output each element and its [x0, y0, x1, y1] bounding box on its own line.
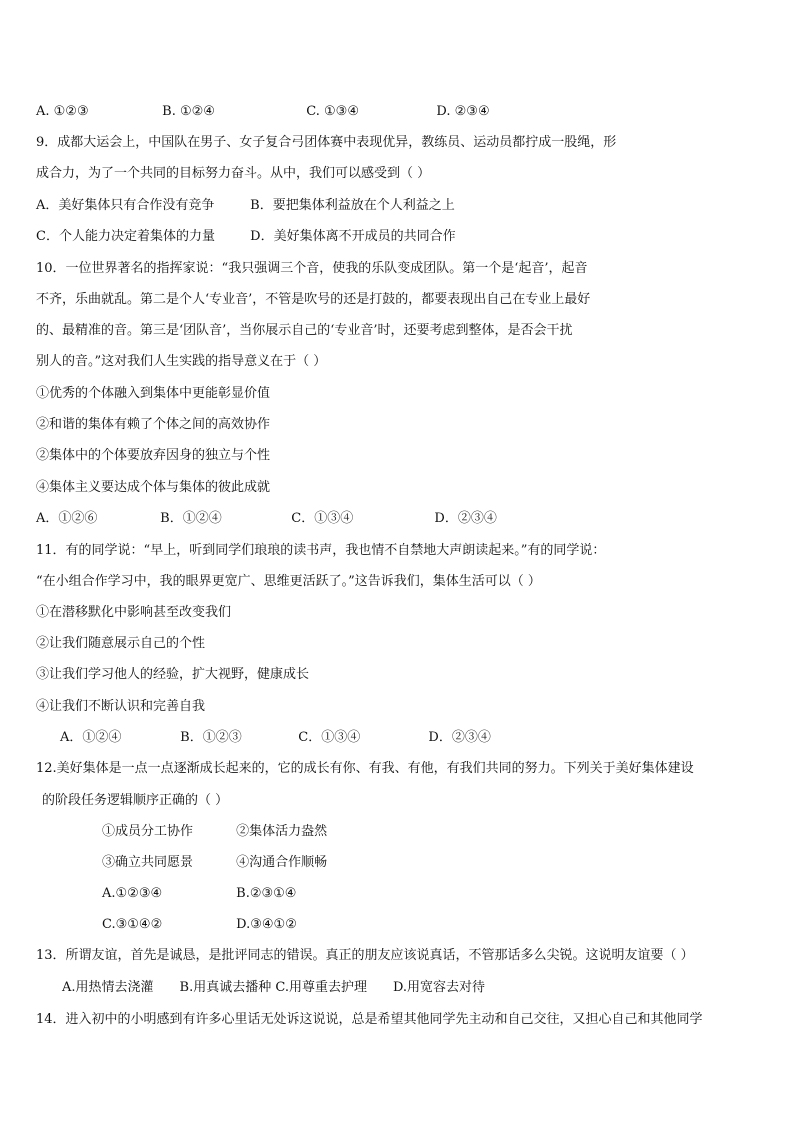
q8-option-b: B. ①②④ [162, 104, 215, 119]
q9-options-row1 [36, 197, 455, 215]
q12-statement-1: ①成员分工协作 [102, 824, 194, 839]
q11-stem-line1: 11．有的同学说：“早上，听到同学们琅琅的读书声，我也情不自禁地大声朗读起来。”有的同学说： [36, 543, 606, 558]
q11-stem-line2: “在小组合作学习中，我的眼界更宽广、思维更活跃了。”这告诉我们，集体生活可以（ ） [36, 574, 541, 589]
q8-option-d: D. ②③④ [436, 104, 490, 119]
q11-statement-4: ④让我们不断认识和完善自我 [36, 699, 206, 714]
q9-option-b: B．要把集体利益放在个人利益之上 [250, 198, 455, 213]
q11-option-a: A．①②④ [60, 730, 122, 745]
q10-option-b: B．①②④ [160, 511, 222, 526]
q11-statement-3: ③让我们学习他人的经验，扩大视野，健康成长 [36, 667, 310, 682]
q9-options-row2 [36, 228, 456, 246]
q13-options: A.用热情去浇灌 B.用真诚去播种 C.用尊重去护理 D.用宽容去对待 [62, 980, 486, 995]
q10-statement-1: ①优秀的个体融入到集体中更能彰显价值 [36, 386, 271, 401]
q12-statements-row1 [102, 823, 327, 841]
q10-option-d: D．②③④ [434, 511, 497, 526]
q12-option-a: A.①②③④ [102, 886, 163, 901]
q8-option-c: C. ①③④ [306, 104, 359, 119]
q9-stem-line2: 成合力，为了一个共同的目标努力奋斗。从中，我们可以感受到（ ） [36, 166, 431, 181]
q9-stem-line1: 9．成都大运会上，中国队在男子、女子复合弓团体赛中表现优异，教练员、运动员都拧成一股绳，形 [36, 135, 617, 150]
q10-stem-line3: 的、最精准的音。第三是‘团队音’，当你展示自己的‘专业音’时，还要考虑到整体，是否会干扰 [36, 323, 573, 338]
q10-statement-4: ④集体主义要达成个体与集体的彼此成就 [36, 480, 271, 495]
q10-option-c: C．①③④ [291, 511, 354, 526]
q12-statements-row2 [102, 854, 327, 872]
q12-statement-4: ④沟通合作顺畅 [236, 855, 328, 870]
q9-option-c: C．个人能力决定着集体的力量 [36, 229, 215, 244]
q9-option-d: D．美好集体离不开成员的共同合作 [250, 229, 456, 244]
q12-stem-line2: 的阶段任务逻辑顺序正确的（ ） [42, 793, 229, 808]
q11-option-d: D．②③④ [428, 730, 491, 745]
q10-option-a: A．①②⑥ [36, 511, 98, 526]
q8-option-a: A. ①②③ [36, 104, 89, 119]
q12-statement-2: ②集体活力盎然 [236, 824, 328, 839]
q14-stem-line1: 14．进入初中的小明感到有许多心里话无处诉这说说，总是希望其他同学先主动和自己交往，又担心自己和其他同学 [36, 1012, 703, 1027]
q11-option-b: B．①②③ [180, 730, 242, 745]
q11-option-c: C．①③④ [298, 730, 361, 745]
q12-stem-line1: 12.美好集体是一点一点逐渐成长起来的，它的成长有你、有我、有他，有我们共同的努力。下列关于美好集体建设 [36, 761, 694, 776]
q9-option-a: A．美好集体只有合作没有竞争 [36, 198, 215, 213]
q8-options [36, 103, 490, 121]
q12-option-d: D.③④①② [236, 917, 297, 932]
q12-options-row2 [102, 916, 297, 934]
q10-statement-2: ②和谐的集体有赖了个体之间的高效协作 [36, 417, 271, 432]
q11-statement-2: ②让我们随意展示自己的个性 [36, 636, 206, 651]
q10-options [36, 510, 497, 528]
q11-statement-1: ①在潜移默化中影响甚至改变我们 [36, 605, 232, 620]
q12-statement-3: ③确立共同愿景 [102, 855, 194, 870]
q12-option-c: C.③①④② [102, 917, 163, 932]
q12-options-row1 [102, 885, 296, 903]
q10-stem-line1: 10．一位世界著名的指挥家说：“我只强调三个音，使我的乐队变成团队。第一个是‘起音’，起音 [36, 261, 588, 276]
q10-stem-line4: 别人的音。”这对我们人生实践的指导意义在于（ ） [36, 354, 327, 369]
q13-stem: 13．所谓友谊，首先是诚恳，是批评同志的错误。真正的朋友应该说真话，不管那话多么尖锐。这说明友谊要（ ） [36, 948, 694, 963]
q11-options [60, 729, 491, 747]
q12-option-b: B.②③①④ [236, 886, 297, 901]
q10-stem-line2: 不齐，乐曲就乱。第二是个人‘专业音’，不管是吹号的还是打鼓的，都要表现出自己在专业上最好 [36, 292, 591, 307]
q10-statement-3: ②集体中的个体要放弃因身的独立与个性 [36, 448, 271, 463]
